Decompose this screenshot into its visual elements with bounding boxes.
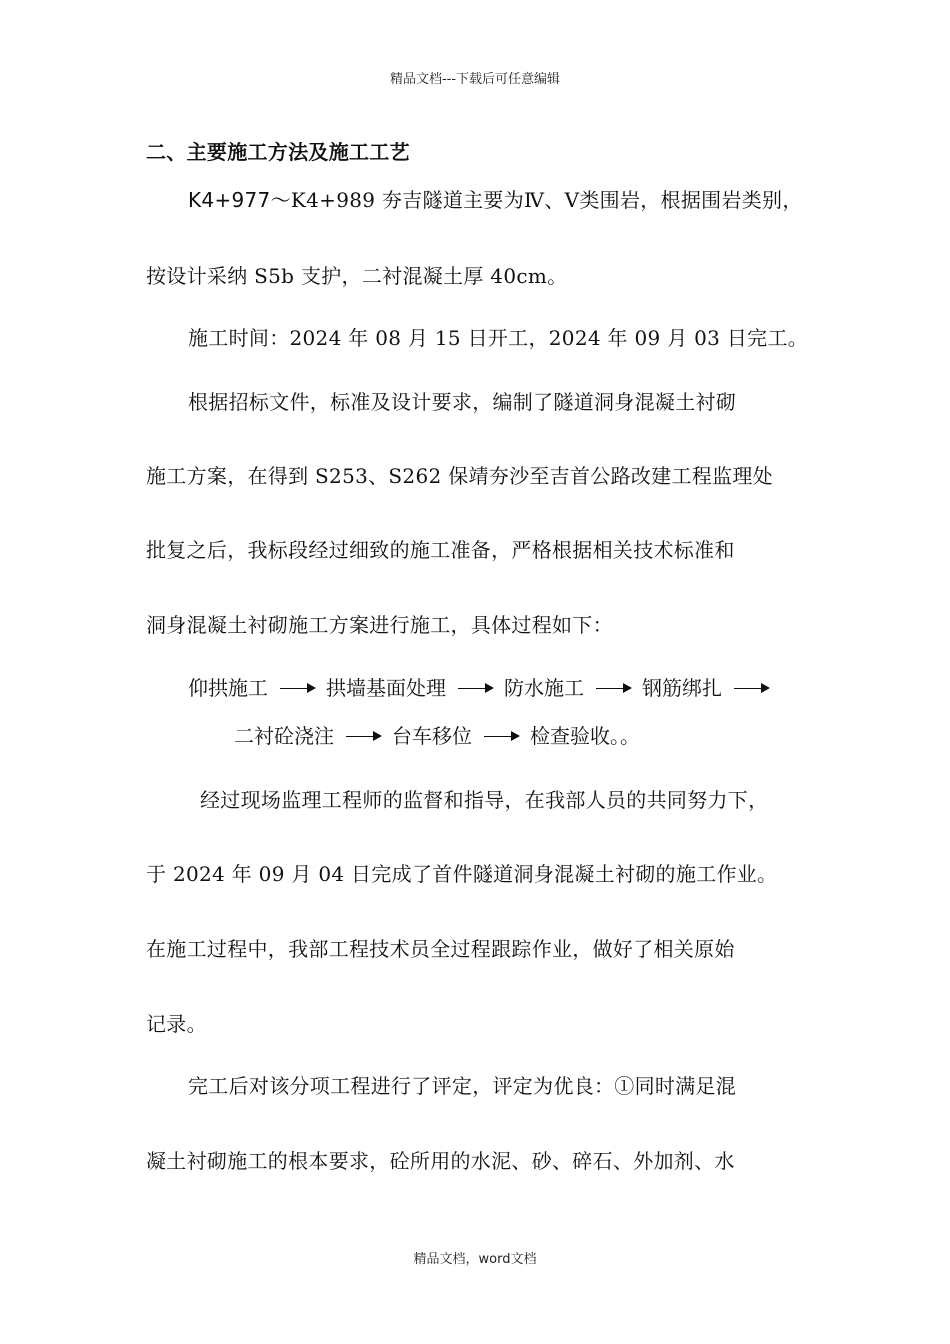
paragraph-line: 根据招标文件，标准及设计要求，编制了隧道洞身混凝土衬砌 [188,390,737,414]
paragraph-line: 施工时间：2024 年 08 月 15 日开工，2024 年 09 月 03 日完工。 [188,326,809,350]
page-header: 精品文档---下载后可任意编辑 [389,72,561,87]
paragraph-line: 洞身混凝土衬砌施工方案进行施工，具体过程如下： [146,613,613,637]
flow-step: 检查验收。。 [530,724,640,748]
page-footer: 精品文档，word文档 [413,1252,537,1267]
paragraph-line: 经过现场监理工程师的监督和指导，在我部人员的共同努力下， [200,788,769,812]
arrow-right-icon [280,682,316,694]
arrow-right-icon [596,682,632,694]
flow-step: 二衬砼浇注 [234,724,334,748]
arrow-right-icon [458,682,494,694]
paragraph-line: 凝土衬砌施工的根本要求，砼所用的水泥、砂、碎石、外加剂、水 [146,1149,735,1173]
paragraph-line: 于 2024 年 09 月 04 日完成了首件隧道洞身混凝土衬砌的施工作业。 [146,862,778,886]
arrow-right-icon [734,682,770,694]
paragraph-text: ～K4+989 夯吉隧道主要为Ⅳ、Ⅴ类围岩，根据围岩类别， [270,188,803,212]
arrow-right-icon [484,730,520,742]
section-heading: 二、主要施工方法及施工工艺 [146,140,410,164]
process-flow-row-2 [234,722,640,750]
process-flow-row-1 [188,674,780,702]
arrow-right-icon [346,730,382,742]
paragraph-line: 施工方案，在得到 S253、S262 保靖夯沙至吉首公路改建工程监理处 [146,464,773,488]
chainage-start: K4+977 [188,188,271,212]
flow-step: 钢筋绑扎 [642,676,722,700]
paragraph-line: 批复之后，我标段经过细致的施工准备，严格根据相关技术标准和 [146,538,735,562]
paragraph-line: 按设计采纳 S5b 支护，二衬混凝土厚 40cm。 [146,264,568,288]
flow-step: 防水施工 [504,676,584,700]
paragraph-line: 完工后对该分项工程进行了评定，评定为优良：①同时满足混 [188,1074,737,1098]
paragraph-line: 记录。 [146,1012,207,1036]
paragraph-line: 在施工过程中，我部工程技术员全过程跟踪作业，做好了相关原始 [146,937,735,961]
flow-step: 仰拱施工 [188,676,268,700]
paragraph-line [188,186,803,214]
flow-step: 拱墙基面处理 [326,676,446,700]
flow-step: 台车移位 [392,724,472,748]
